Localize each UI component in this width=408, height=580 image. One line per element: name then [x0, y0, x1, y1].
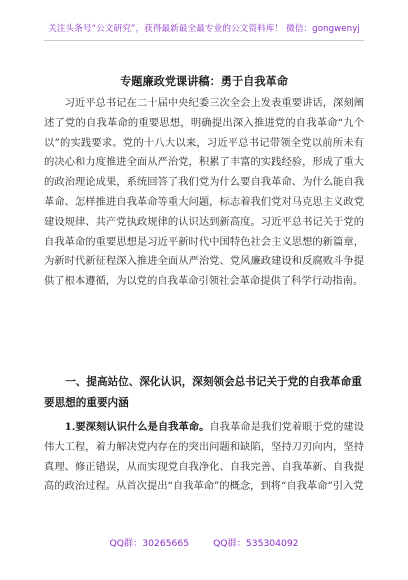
subsection-body	[44, 418, 364, 497]
header-banner: 关注头条号“公文研究”，获得最新最全最专业的公文资料库！ 微信：gongwenyj	[48, 24, 360, 34]
subsection-lead: 1.要深刻认识什么是自我革命。	[64, 421, 210, 433]
footer-contacts	[0, 535, 408, 549]
header-divider	[44, 40, 364, 41]
section-heading: 一、提高站位、深化认识，深刻领会总书记关于党的自我革命重要思想的重要内涵	[44, 376, 362, 409]
subsection-paragraph	[44, 418, 364, 497]
document-title: 专题廉政党课讲稿：勇于自我革命	[120, 74, 288, 88]
intro-body	[44, 94, 364, 292]
footer-qq-group-2: QQ群：535304092	[213, 538, 299, 549]
footer-qq-group-1: QQ群：30265665	[109, 538, 190, 549]
subsection-text: 自我革命是我们党着眼于党的建设伟大工程，着力解决党内存在的突出问题和缺陷，坚持刀刃向内，坚持真理、修正错误，从而实现党自我净化、自我完善、自我革新、自我提高的政治过程。从首次提出“自我革命”的概念，到将“自我革命”引入党	[44, 421, 364, 493]
intro-paragraph: 习近平总书记在二十届中央纪委三次全会上发表重要讲话，深刻阐述了党的自我革命的重要思想，明确提出深入推进党的自我革命“九个以”的实践要求。党的十八大以来，习近平总书记带领全党以前所未有的决心和力度推进全面从严治党，积累了丰富的实践经验，形成了重大的政治理论成果，系统回答了我们党为什么要自我革命、为什么能自我革命、怎样推进自我革命等重大问题，标志着我们党对马克思主义政党建设规律、共产党执政规律的认识达到新高度。习近平总书记关于党的自我革命的重要思想是习近平新时代中国特色社会主义思想的新篇章，为新时代新征程深入推进全面从严治党、党风廉政建设和反腐败斗争提供了根本遵循，为以党的自我革命引领社会革命提供了科学行动指南。	[44, 97, 364, 288]
